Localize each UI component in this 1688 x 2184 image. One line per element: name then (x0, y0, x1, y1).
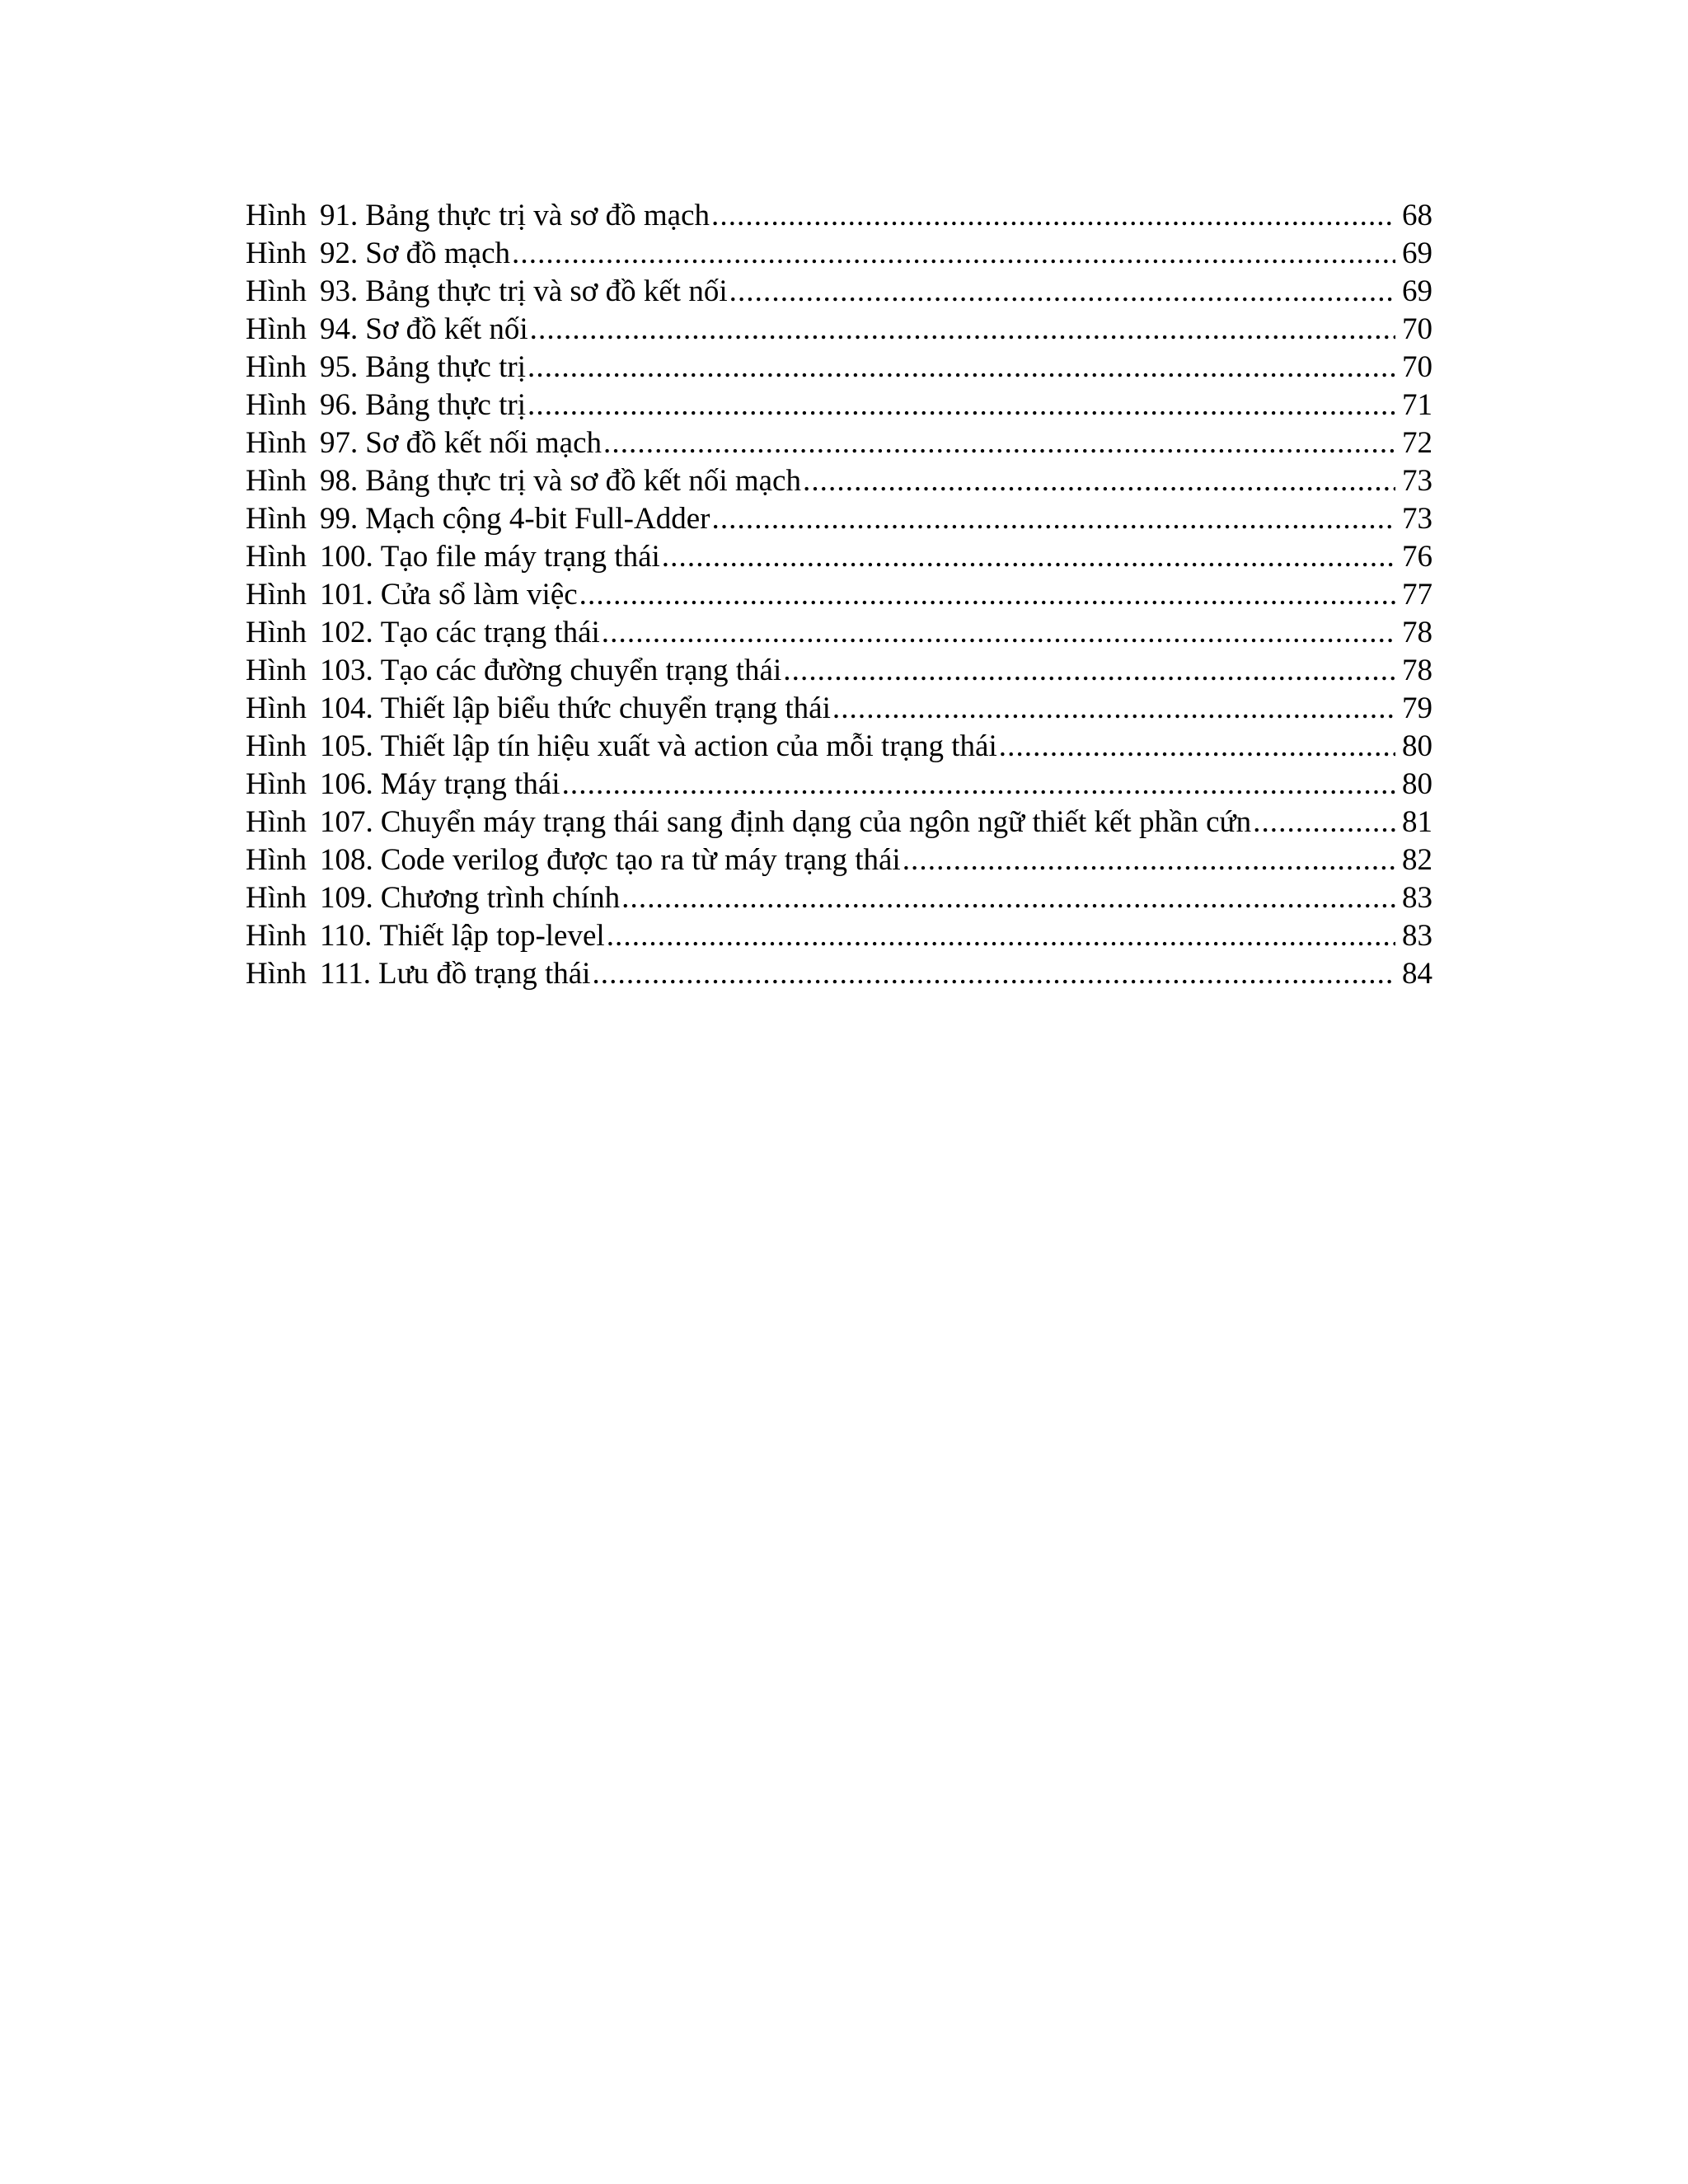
toc-entry-title: Tạo các trạng thái (380, 616, 600, 649)
toc-entry-number: 94. (320, 312, 359, 346)
toc-entry-number: 100. (320, 540, 373, 574)
toc-entry[interactable] (246, 311, 1432, 349)
toc-entry-prefix: Hình (246, 616, 307, 649)
toc-dot-leader (592, 955, 1395, 993)
toc-entry[interactable] (246, 387, 1432, 424)
toc-entry-title: Thiết lập biểu thức chuyển trạng thái (380, 691, 831, 725)
toc-dot-leader (562, 766, 1395, 804)
toc-entry-prefix: Hình (246, 729, 307, 763)
toc-entry-prefix: Hình (246, 578, 307, 612)
toc-entry-prefix: Hình (246, 426, 307, 460)
toc-entry-page: 77 (1402, 578, 1432, 612)
toc-entry-prefix: Hình (246, 312, 307, 346)
toc-entry-title: Sơ đồ kết nối mạch (365, 426, 602, 460)
toc-entry-number: 95. (320, 350, 359, 384)
toc-entry-page: 83 (1402, 919, 1432, 953)
toc-entry[interactable] (246, 728, 1432, 766)
toc-entry-title: Cửa sổ làm việc (380, 578, 578, 612)
toc-entry-number: 97. (320, 426, 359, 460)
toc-entry-title: Bảng thực trị và sơ đồ kết nối (365, 274, 728, 308)
toc-dot-leader (579, 576, 1395, 614)
toc-entry[interactable] (246, 273, 1432, 311)
toc-entry-prefix: Hình (246, 540, 307, 574)
toc-entry[interactable] (246, 652, 1432, 690)
toc-entry-page: 69 (1402, 237, 1432, 270)
toc-entry[interactable] (246, 879, 1432, 917)
toc-entry-title: Bảng thực trị (365, 350, 526, 384)
toc-entry-prefix: Hình (246, 388, 307, 422)
toc-entry-number: 108. (320, 843, 373, 877)
toc-dot-leader (783, 652, 1395, 690)
toc-dot-leader (711, 500, 1395, 538)
toc-entry-prefix: Hình (246, 274, 307, 308)
toc-dot-leader (803, 462, 1395, 500)
toc-dot-leader (528, 387, 1395, 424)
toc-entry-title: Lưu đồ trạng thái (378, 957, 591, 991)
toc-entry[interactable] (246, 690, 1432, 728)
toc-entry-number: 102. (320, 616, 373, 649)
toc-entry[interactable] (246, 766, 1432, 804)
toc-entry-title: Thiết lập tín hiệu xuất và action của mỗi trạng thái (380, 729, 997, 763)
toc-entry-title: Bảng thực trị và sơ đồ kết nối mạch (365, 464, 801, 498)
toc-entry-prefix: Hình (246, 805, 307, 839)
toc-entry-number: 103. (320, 654, 373, 687)
toc-entry-page: 78 (1402, 654, 1432, 687)
toc-entry-prefix: Hình (246, 767, 307, 801)
toc-entry-page: 68 (1402, 199, 1432, 232)
toc-entry[interactable] (246, 841, 1432, 879)
toc-entry-number: 107. (320, 805, 373, 839)
toc-entry-number: 105. (320, 729, 373, 763)
toc-entry-number: 110. (320, 919, 373, 953)
toc-entry[interactable] (246, 500, 1432, 538)
toc-entry-page: 73 (1402, 464, 1432, 498)
toc-entry-number: 111. (320, 957, 372, 991)
toc-entry-title: Máy trạng thái (380, 767, 560, 801)
toc-entry-number: 101. (320, 578, 373, 612)
toc-entry-page: 80 (1402, 729, 1432, 763)
toc-entry-number: 104. (320, 691, 373, 725)
toc-entry-prefix: Hình (246, 881, 307, 915)
toc-entry-prefix: Hình (246, 691, 307, 725)
toc-dot-leader (512, 235, 1395, 273)
toc-entry-page: 82 (1402, 843, 1432, 877)
toc-entry-title: Thiết lập top-level (379, 919, 605, 953)
toc-entry-page: 81 (1402, 805, 1432, 839)
toc-entry[interactable] (246, 235, 1432, 273)
toc-entry-number: 109. (320, 881, 373, 915)
toc-dot-leader (1253, 804, 1395, 841)
toc-dot-leader (621, 879, 1395, 917)
toc-dot-leader (662, 538, 1395, 576)
toc-dot-leader (903, 841, 1395, 879)
toc-entry-prefix: Hình (246, 464, 307, 498)
toc-entry-title: Sơ đồ kết nối (365, 312, 528, 346)
toc-dot-leader (711, 197, 1395, 235)
toc-entry-prefix: Hình (246, 843, 307, 877)
toc-entry-prefix: Hình (246, 237, 307, 270)
toc-entry-page: 70 (1402, 350, 1432, 384)
toc-entry-page: 76 (1402, 540, 1432, 574)
toc-entry[interactable] (246, 538, 1432, 576)
toc-dot-leader (729, 273, 1395, 311)
toc-entry-title: Mạch cộng 4-bit Full-Adder (365, 502, 710, 536)
toc-dot-leader (528, 349, 1395, 387)
toc-dot-leader (999, 728, 1395, 766)
toc-entry[interactable] (246, 197, 1432, 235)
toc-entry[interactable] (246, 462, 1432, 500)
toc-entry-title: Tạo file máy trạng thái (380, 540, 660, 574)
toc-entry-page: 72 (1402, 426, 1432, 460)
toc-entry-number: 93. (320, 274, 359, 308)
toc-dot-leader (603, 424, 1395, 462)
toc-entry-page: 80 (1402, 767, 1432, 801)
toc-entry-number: 96. (320, 388, 359, 422)
toc-dot-leader (602, 614, 1395, 652)
toc-entry-number: 98. (320, 464, 359, 498)
toc-entry[interactable] (246, 349, 1432, 387)
toc-entry-number: 99. (320, 502, 359, 536)
toc-entry-prefix: Hình (246, 350, 307, 384)
toc-entry-title: Tạo các đường chuyển trạng thái (380, 654, 782, 687)
toc-entry[interactable] (246, 424, 1432, 462)
toc-dot-leader (607, 917, 1395, 955)
list-of-figures (246, 197, 1432, 993)
toc-entry[interactable] (246, 917, 1432, 955)
toc-entry-page: 79 (1402, 691, 1432, 725)
toc-entry-page: 73 (1402, 502, 1432, 536)
toc-entry-number: 106. (320, 767, 373, 801)
toc-entry-title: Code verilog được tạo ra từ máy trạng thái (380, 843, 901, 877)
toc-entry[interactable] (246, 955, 1432, 993)
toc-entry[interactable] (246, 614, 1432, 652)
toc-entry-prefix: Hình (246, 199, 307, 232)
toc-entry[interactable] (246, 804, 1432, 841)
toc-entry-page: 84 (1402, 957, 1432, 991)
toc-entry-prefix: Hình (246, 654, 307, 687)
toc-entry-prefix: Hình (246, 957, 307, 991)
toc-entry-page: 69 (1402, 274, 1432, 308)
toc-dot-leader (832, 690, 1395, 728)
toc-entry-number: 92. (320, 237, 359, 270)
toc-entry-prefix: Hình (246, 502, 307, 536)
toc-entry-page: 71 (1402, 388, 1432, 422)
toc-entry-title: Bảng thực trị và sơ đồ mạch (365, 199, 710, 232)
toc-entry[interactable] (246, 576, 1432, 614)
toc-entry-title: Chuyển máy trạng thái sang định dạng của ngôn ngữ thiết kết phần cứn (380, 805, 1252, 839)
toc-dot-leader (530, 311, 1395, 349)
toc-entry-title: Chương trình chính (380, 881, 621, 915)
toc-entry-title: Sơ đồ mạch (365, 237, 511, 270)
toc-entry-title: Bảng thực trị (365, 388, 526, 422)
toc-entry-number: 91. (320, 199, 359, 232)
toc-entry-page: 70 (1402, 312, 1432, 346)
toc-entry-page: 78 (1402, 616, 1432, 649)
toc-entry-page: 83 (1402, 881, 1432, 915)
toc-entry-prefix: Hình (246, 919, 307, 953)
